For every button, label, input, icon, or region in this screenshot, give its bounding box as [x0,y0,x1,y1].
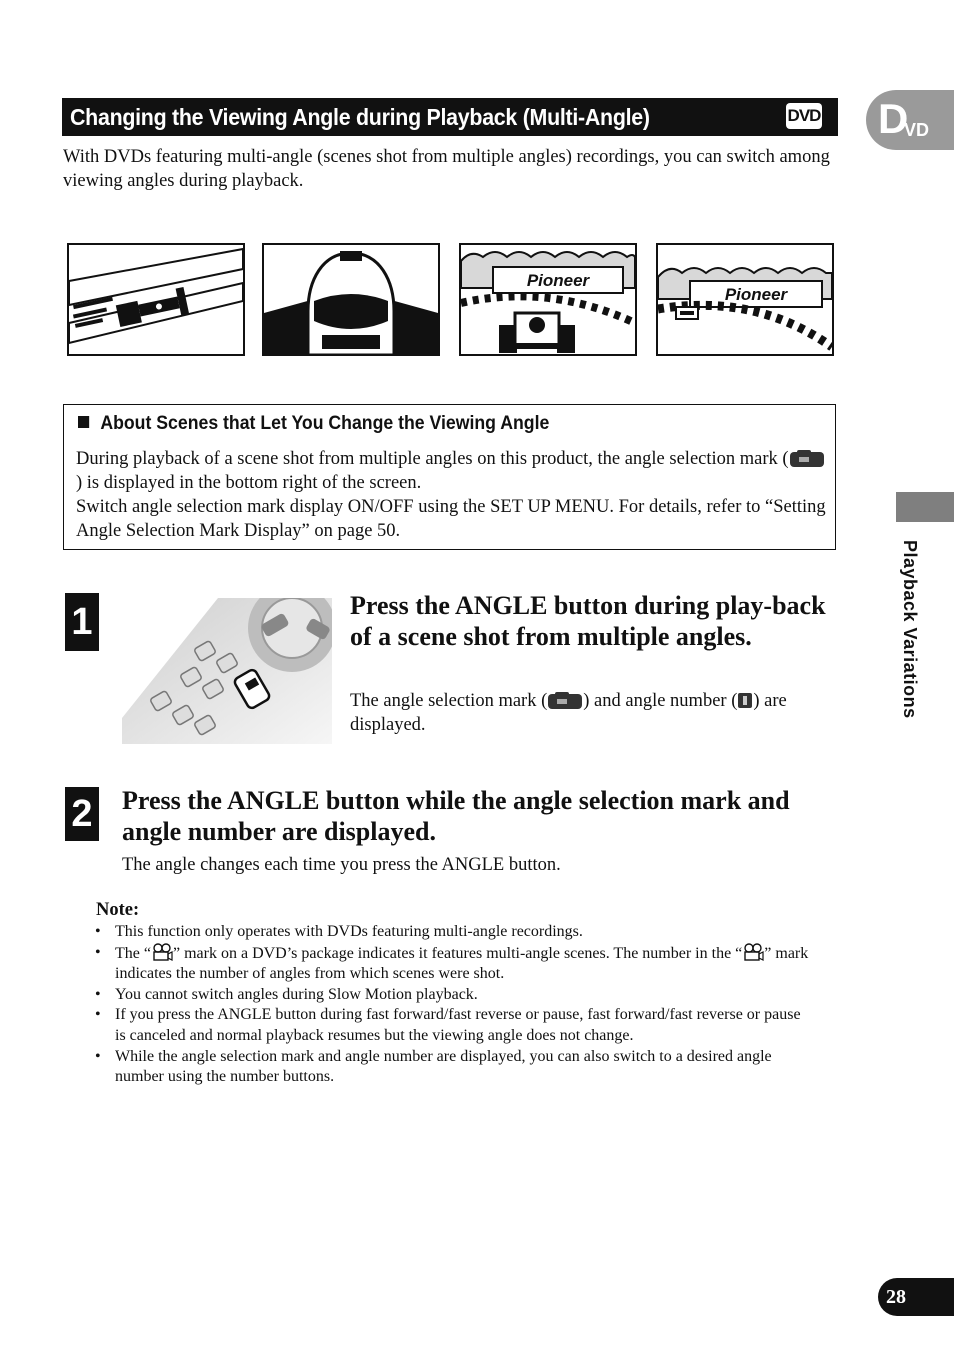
about-heading: About Scenes that Let You Change the Viewing Angle [78,413,549,435]
step-2-number: 2 [65,787,99,841]
dvd-tab-letter: D [878,95,909,142]
note-item: • You cannot switch angles during Slow Motion playback. [95,985,810,1006]
dvd-tab [866,90,954,150]
square-bullet-icon [78,416,89,428]
note-title: Note: [96,900,140,920]
angle-mark-icon [789,449,825,468]
step-1-title: Press the ANGLE button during play-back of a scene shot from multiple angles. [350,591,826,651]
note-item: • This function only operates with DVDs featuring multi-angle recordings. [95,922,810,943]
multi-angle-camera-icon [742,943,764,961]
angle-number-icon [737,692,753,709]
step-2-description: The angle changes each time you press the ANGLE button. [122,855,561,875]
note-list [95,922,810,1088]
multi-angle-camera-icon [151,943,173,961]
side-tab-marker [896,492,954,522]
illustration-angle-4 [656,243,834,356]
dvd-badge: DVD [786,103,822,129]
illustration-angle-3 [459,243,637,356]
angle-mark-icon [547,691,583,710]
pioneer-logo-3: Pioneer [526,271,590,290]
page-number: 28 [878,1278,954,1316]
section-title: Changing the Viewing Angle during Playback (Multi-Angle) [70,104,650,130]
intro-text: With DVDs featuring multi-angle (scenes shot from multiple angles) recordings, you can switch among viewing angles during playback. [63,147,830,191]
illustration-angle-2 [262,243,440,356]
step-1-number: 1 [65,593,99,651]
remote-control-illustration [122,598,332,744]
about-body: During playback of a scene shot from multiple angles on this product, the angle selection mark () is displayed in the bottom right of the screen. Switch angle selection mark display ON/OFF using the SET UP MENU. For details, refer to “Setting Angle Selection Mark Display” on page 50. [76,449,826,541]
illustration-angle-1 [67,243,245,356]
section-header [62,98,838,136]
note-item: • If you press the ANGLE button during fast forward/fast reverse or pause, fast forward/fast reverse or pause is canceled and normal playback resumes but the viewing angle does not change. [95,1005,810,1046]
pioneer-logo-4: Pioneer [724,285,788,304]
about-box [63,404,836,550]
dvd-tab-suffix: VD [904,120,930,140]
side-section-label: Playback Variations [900,540,920,719]
step-2-title: Press the ANGLE button while the angle selection mark and angle number are displayed. [122,786,790,846]
note-item: • The “ ” mark on a DVD’s package indicates it features multi-angle scenes. The number in the “ ” mark indicates the number of angles from which scenes were shot. [95,943,810,985]
note-item: • While the angle selection mark and angle number are displayed, you can also switch to a desired angle number using the number buttons. [95,1047,810,1088]
step-1-description: The angle selection mark ( ) and angle number ( ) are displayed. [350,691,787,735]
